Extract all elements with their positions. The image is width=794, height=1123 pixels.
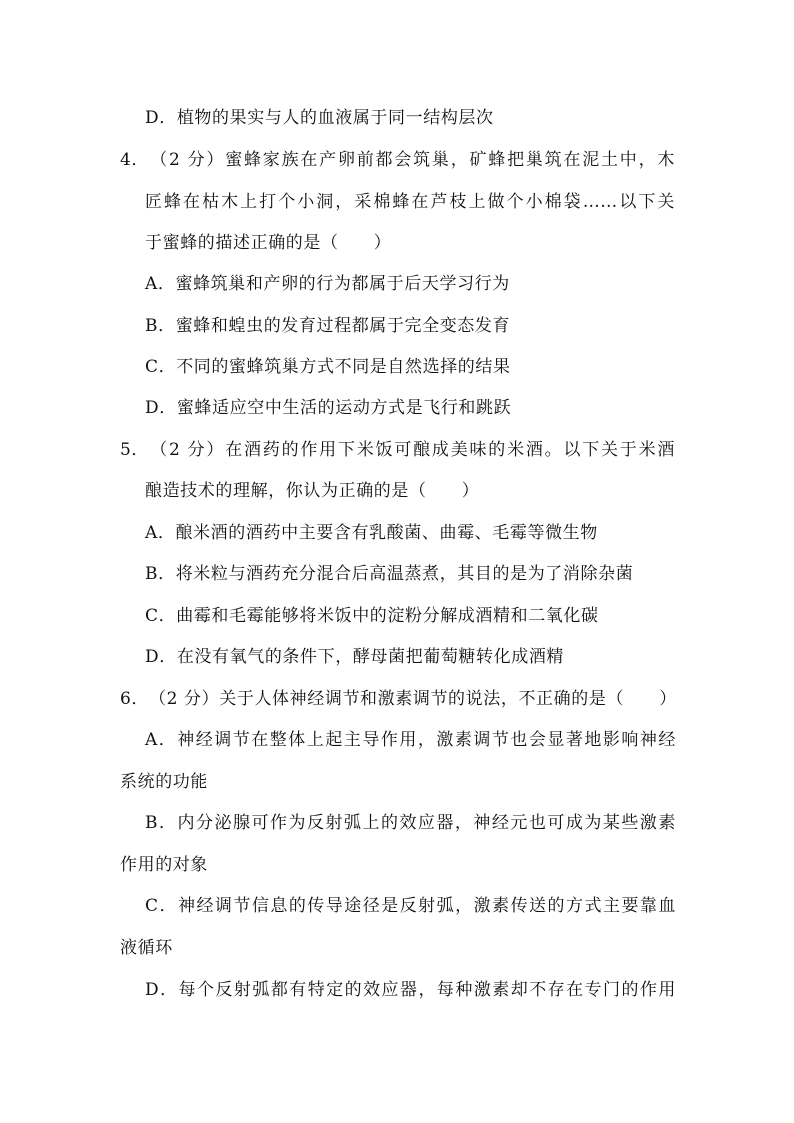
q4-stem-line-1 bbox=[120, 149, 675, 171]
q4-number: 4． bbox=[120, 150, 150, 170]
q3-option-d: D．植物的果实与人的血液属于同一结构层次 bbox=[145, 108, 494, 128]
q4-option-b: B．蜜蜂和蝗虫的发育过程都属于完全变态发育 bbox=[145, 316, 511, 336]
q5-stem-line-2: 酿造技术的理解，你认为正确的是（ ） bbox=[145, 481, 480, 501]
q4-stem-line-2: 匠蜂在枯木上打个小洞，采棉蜂在芦枝上做个小棉袋……以下关 bbox=[145, 192, 675, 212]
q6-stem-text: （2 分）关于人体神经调节和激素调节的说法，不正确的是（ ） bbox=[149, 689, 677, 709]
q4-stem-text-1: （2 分）蜜蜂家族在产卵前都会筑巢，矿蜂把巢筑在泥土中，木 bbox=[149, 150, 675, 170]
q6-option-c-line-2: 液循环 bbox=[120, 938, 173, 958]
q5-option-c: C．曲霉和毛霉能够将米饭中的淀粉分解成酒精和二氧化碳 bbox=[145, 606, 599, 626]
q6-option-d-line-1: D．每个反射弧都有特定的效应器，每种激素却不存在专门的作用 bbox=[145, 980, 676, 1000]
q4-stem-line-3: 于蜜蜂的描述正确的是（ ） bbox=[145, 233, 392, 253]
q6-option-b-line-1: B．内分泌腺可作为反射弧上的效应器，神经元也可成为某些激素 bbox=[145, 813, 676, 833]
q5-option-d: D．在没有氧气的条件下，酵母菌把葡萄糖转化成酒精 bbox=[145, 647, 565, 667]
q6-number: 6． bbox=[120, 689, 150, 709]
q6-option-c-line-1: C．神经调节信息的传导途径是反射弧，激素传送的方式主要靠血 bbox=[145, 896, 676, 916]
q6-option-a-line-1: A．神经调节在整体上起主导作用，激素调节也会显著地影响神经 bbox=[145, 730, 676, 750]
q5-stem-text-1: （2 分）在酒药的作用下米饭可酿成美味的米酒。以下关于米酒 bbox=[149, 440, 675, 460]
q5-option-a: A．酿米酒的酒药中主要含有乳酸菌、曲霉、毛霉等微生物 bbox=[145, 523, 598, 543]
q6-option-b-line-2: 作用的对象 bbox=[120, 855, 208, 875]
q5-stem-line-1 bbox=[120, 439, 675, 461]
q4-option-a: A．蜜蜂筑巢和产卵的行为都属于后天学习行为 bbox=[145, 274, 510, 294]
q6-option-a-line-2: 系统的功能 bbox=[120, 772, 208, 792]
q5-option-b: B．将米粒与酒药充分混合后高温蒸煮，其目的是为了消除杂菌 bbox=[145, 564, 634, 584]
q5-number: 5． bbox=[120, 440, 150, 460]
q4-option-d: D．蜜蜂适应空中生活的运动方式是飞行和跳跃 bbox=[145, 398, 512, 418]
q4-option-c: C．不同的蜜蜂筑巢方式不同是自然选择的结果 bbox=[145, 357, 511, 377]
q6-stem bbox=[120, 688, 675, 710]
